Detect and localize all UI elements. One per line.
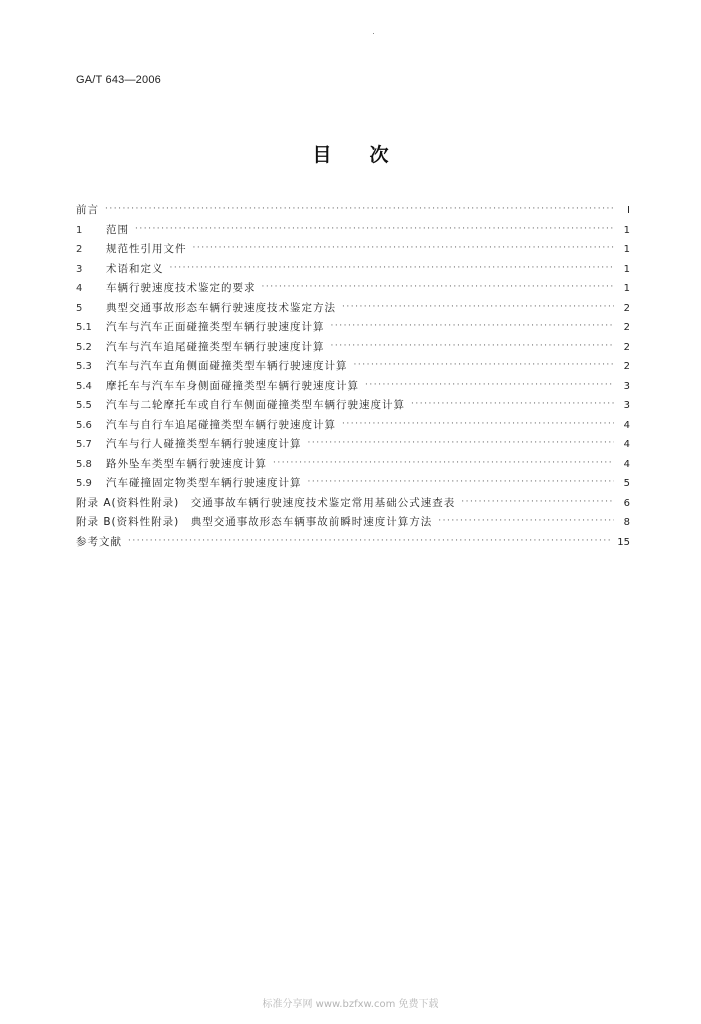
toc-entry-page: 3	[623, 400, 630, 411]
toc-entry-page: 1	[623, 263, 630, 275]
toc-entry[interactable]	[76, 474, 630, 494]
toc-leader-dots	[105, 200, 614, 220]
toc-entry-page: 1	[623, 224, 630, 236]
scan-speck	[373, 33, 374, 34]
toc-leader-dots	[170, 259, 615, 279]
toc-entry-number: 5.3	[76, 361, 92, 372]
toc-leader-dots	[193, 239, 615, 259]
toc-entry-title: 汽车与行人碰撞类型车辆行驶速度计算	[106, 438, 302, 450]
toc-entry-title: 汽车与汽车追尾碰撞类型车辆行驶速度计算	[106, 340, 325, 353]
toc-entry-title: 汽车碰撞固定物类型车辆行驶速度计算	[106, 477, 302, 489]
toc-leader-dots	[135, 220, 614, 240]
toc-entry-title: 汽车与汽车直角侧面碰撞类型车辆行驶速度计算	[106, 360, 348, 372]
toc-leader-dots	[262, 278, 615, 298]
toc-entry-title: 规范性引用文件	[106, 243, 187, 255]
toc-leader-dots	[342, 298, 614, 318]
toc-leader-dots	[438, 512, 614, 532]
toc-entry-title: 附录 B(资料性附录) 典型交通事故形态车辆事故前瞬时速度计算方法	[76, 516, 433, 528]
toc-title-char-2: 次	[369, 144, 389, 166]
toc-entry-page: 2	[623, 361, 630, 372]
toc-entry-page: 1	[623, 244, 630, 255]
toc-entry[interactable]	[76, 435, 630, 455]
toc-entry-title: 典型交通事故形态车辆行驶速度技术鉴定方法	[106, 301, 336, 314]
toc-entry-page: 15	[617, 536, 630, 548]
toc-entry-page: 4	[623, 419, 630, 431]
toc-entry[interactable]	[76, 513, 630, 533]
toc-entry[interactable]	[76, 494, 630, 514]
toc-entry-title: 摩托车与汽车车身侧面碰撞类型车辆行驶速度计算	[106, 379, 359, 392]
toc-leader-dots	[342, 415, 614, 435]
toc-leader-dots	[411, 395, 614, 415]
toc-entry-title: 附录 A(资料性附录) 交通事故车辆行驶速度技术鉴定常用基础公式速查表	[76, 496, 456, 509]
toc-entry-title: 路外坠车类型车辆行驶速度计算	[106, 457, 267, 470]
table-of-contents	[76, 201, 630, 552]
toc-entry-title: 汽车与汽车正面碰撞类型车辆行驶速度计算	[106, 321, 325, 333]
toc-entry-page: 5	[623, 478, 630, 489]
toc-entry-title: 术语和定义	[106, 262, 164, 275]
toc-entry-title: 参考文献	[76, 535, 122, 548]
toc-entry-page: 8	[623, 517, 630, 528]
toc-entry[interactable]	[76, 533, 630, 553]
toc-entry[interactable]	[76, 357, 630, 377]
toc-entry-number: 5.4	[76, 380, 92, 392]
toc-entry-number: 5.7	[76, 439, 92, 450]
toc-entry-page: 4	[623, 458, 630, 470]
toc-entry[interactable]	[76, 201, 630, 221]
toc-entry-number: 5.5	[76, 400, 92, 411]
standard-code: GA/T 643—2006	[76, 74, 161, 86]
toc-entry-number: 5	[76, 302, 83, 314]
toc-entry-page: I	[627, 205, 630, 216]
toc-leader-dots	[331, 317, 615, 337]
toc-leader-dots	[308, 434, 615, 454]
toc-leader-dots	[128, 532, 611, 552]
toc-entry-number: 5.1	[76, 322, 92, 333]
toc-entry-page: 4	[623, 439, 630, 450]
toc-entry-title: 汽车与二轮摩托车或自行车侧面碰撞类型车辆行驶速度计算	[106, 399, 405, 411]
toc-entry-number: 1	[76, 224, 83, 236]
toc-entry-number: 5.8	[76, 458, 92, 470]
toc-entry-title: 范围	[106, 223, 129, 236]
toc-leader-dots	[354, 356, 615, 376]
toc-entry-title: 前言	[76, 204, 99, 216]
toc-entry-number: 5.6	[76, 419, 92, 431]
toc-entry[interactable]	[76, 416, 630, 436]
toc-entry-title: 车辆行驶速度技术鉴定的要求	[106, 282, 256, 294]
toc-entry-page: 3	[623, 380, 630, 392]
toc-leader-dots	[273, 454, 614, 474]
toc-entry-number: 5.2	[76, 341, 92, 353]
toc-entry[interactable]	[76, 455, 630, 475]
watermark-footer: 标准分享网 www.bzfxw.com 免费下载	[262, 999, 439, 1010]
toc-entry-number: 4	[76, 283, 83, 294]
toc-leader-dots	[331, 337, 615, 357]
toc-entry[interactable]	[76, 240, 630, 260]
toc-title	[0, 140, 701, 167]
toc-leader-dots	[461, 493, 614, 513]
toc-entry-page: 6	[623, 497, 630, 509]
toc-entry[interactable]	[76, 279, 630, 299]
toc-entry-page: 2	[623, 302, 630, 314]
toc-entry-page: 1	[623, 283, 630, 294]
toc-entry[interactable]	[76, 221, 630, 241]
toc-entry-page: 2	[623, 341, 630, 353]
toc-entry-title: 汽车与自行车追尾碰撞类型车辆行驶速度计算	[106, 418, 336, 431]
toc-entry-number: 5.9	[76, 478, 92, 489]
toc-title-char-1: 目	[312, 144, 332, 166]
toc-entry-number: 2	[76, 244, 83, 255]
toc-entry[interactable]	[76, 260, 630, 280]
toc-entry[interactable]	[76, 396, 630, 416]
toc-leader-dots	[365, 376, 614, 396]
toc-entry[interactable]	[76, 377, 630, 397]
toc-entry[interactable]	[76, 338, 630, 358]
toc-leader-dots	[308, 473, 615, 493]
toc-entry[interactable]	[76, 318, 630, 338]
toc-entry-number: 3	[76, 263, 83, 275]
toc-entry[interactable]	[76, 299, 630, 319]
toc-entry-page: 2	[623, 322, 630, 333]
